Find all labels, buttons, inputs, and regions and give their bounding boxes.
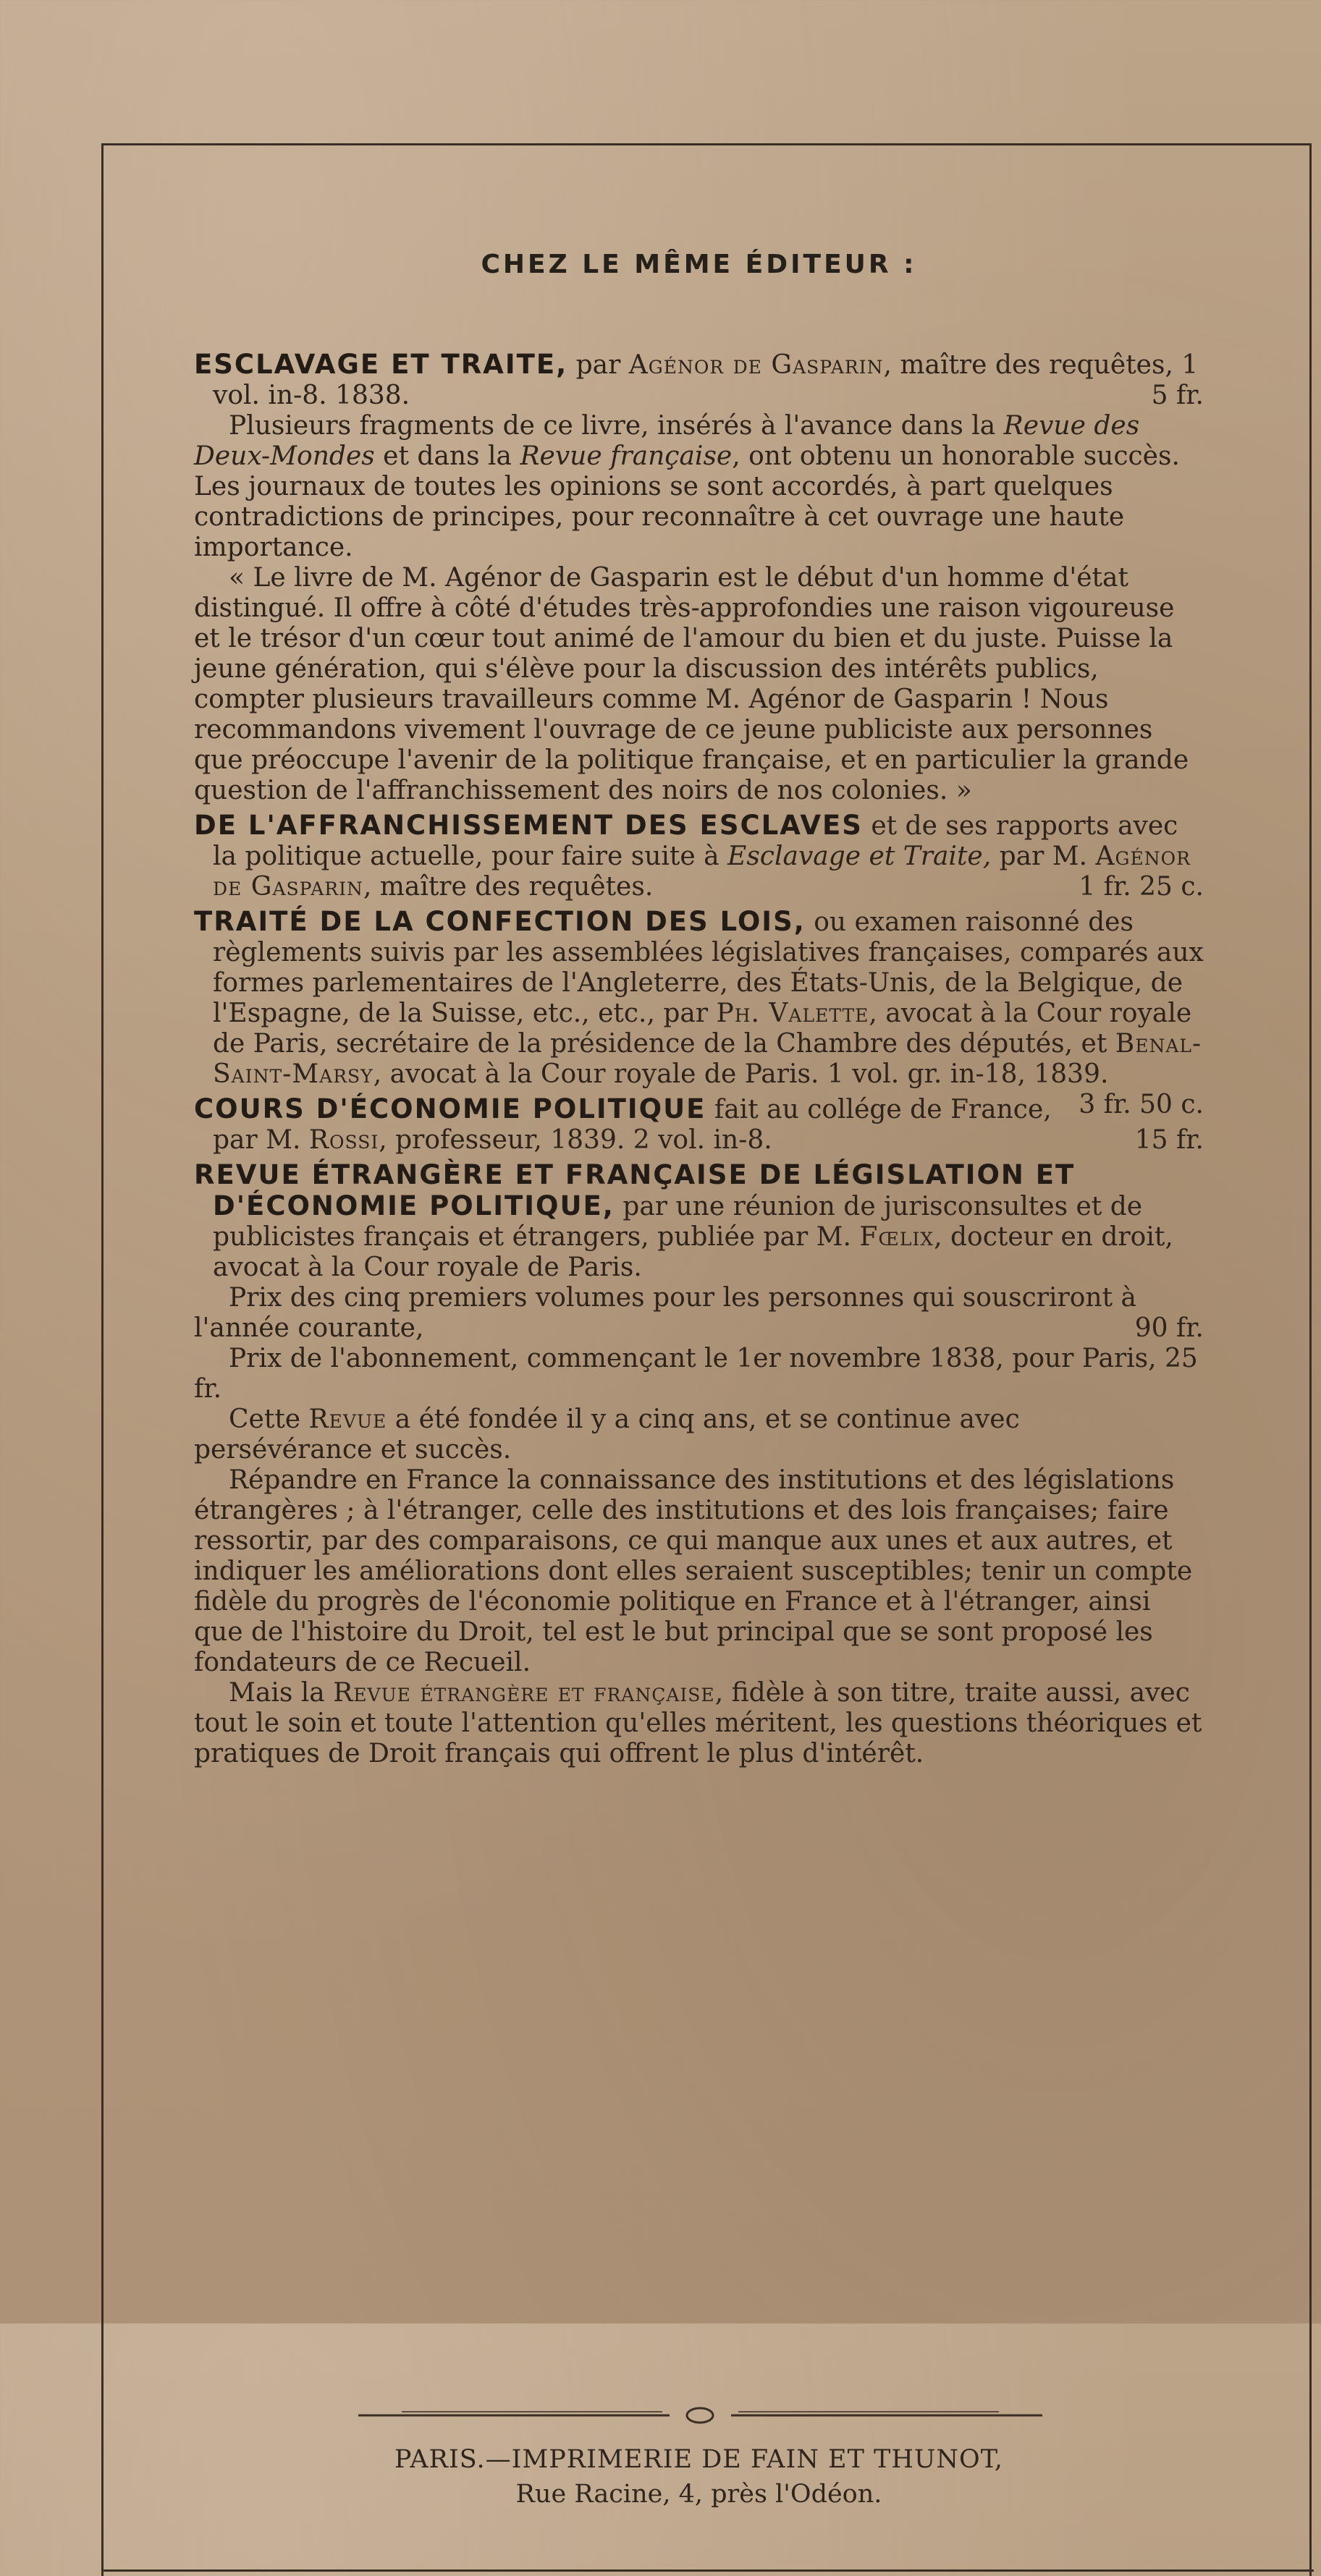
- ornamental-rule: [358, 2401, 1042, 2430]
- price: 90 fr.: [1134, 1313, 1204, 1343]
- imprint-line: PARIS.—IMPRIMERIE DE FAIN ET THUNOT,: [394, 2445, 1004, 2474]
- catalogue-entry: [194, 1160, 1204, 1769]
- journal-title: Revue: [308, 1404, 387, 1434]
- paragraph-text: Mais la: [229, 1678, 334, 1708]
- author-name: Agénor de Gasparin: [213, 842, 1191, 902]
- entry-byline: par M.: [991, 842, 1096, 871]
- entry-byline: , maître des requêtes, 1 vol. in-8. 1838.: [213, 350, 1199, 410]
- paragraph-text: a été fondée il y a cinq ans, et se continue avec persévérance et succès.: [194, 1404, 1020, 1465]
- entry-title: TRAITÉ DE LA CONFECTION DES LOIS,: [194, 906, 806, 937]
- entry-heading: [194, 349, 1204, 411]
- catalogue-entry: [194, 810, 1204, 902]
- entry-heading: [194, 1094, 1204, 1156]
- price: 15 fr.: [1134, 1125, 1204, 1155]
- subscription-price-paragraph: [194, 1283, 1204, 1344]
- price: 5 fr.: [1151, 381, 1204, 410]
- description-paragraph: [194, 1465, 1204, 1678]
- paragraph-text: Plusieurs fragments de ce livre, insérés à l'avance dans la: [229, 411, 1004, 441]
- entry-byline: , avocat à la Cour royale de Paris. 1 vol. gr. in-18, 1839.: [373, 1059, 1109, 1089]
- entry-byline: , maître des requêtes.: [363, 872, 654, 902]
- entry-title: ESCLAVAGE ET TRAITE,: [194, 349, 568, 380]
- catalogue-entry: [194, 349, 1204, 806]
- entry-byline: fait au collége de France, par M.: [213, 1095, 1052, 1155]
- entry-title: REVUE ÉTRANGÈRE ET FRANÇAISE DE LÉGISLATION ET D'ÉCONOMIE POLITIQUE,: [194, 1159, 1076, 1221]
- paragraph-text: Cette: [229, 1404, 309, 1434]
- cross-reference-title: Esclavage et Traite,: [727, 842, 992, 871]
- entry-byline: , docteur en droit, avocat à la Cour royale de Paris.: [213, 1222, 1173, 1282]
- quotation-paragraph: [194, 563, 1204, 806]
- author-name: Agénor de Gasparin: [628, 350, 884, 380]
- paragraph-text: , fidèle à son titre, traite aussi, avec tout le soin et toute l'attention qu'elles méritent, les questions théoriques et pratiques de Droit français qui offrent le plus d'intérêt.: [194, 1678, 1202, 1768]
- entry-title: COURS D'ÉCONOMIE POLITIQUE: [194, 1093, 706, 1124]
- entry-title: DE L'AFFRANCHISSEMENT DES ESCLAVES: [194, 810, 863, 841]
- paragraph-text: , ont obtenu un honorable succès. Les journaux de toutes les opinions se sont accordés, à part quelques contradictions de principes, pour reconnaître à cet ouvrage une haute importance.: [194, 441, 1180, 562]
- journal-title: Revue des Deux-Mondes: [194, 411, 1140, 471]
- entry-byline: par: [567, 350, 629, 380]
- description-paragraph: [194, 1678, 1204, 1769]
- paragraph-text: « Le livre de M. Agénor de Gasparin est le début d'un homme d'état distingué. Il offre à côté d'études très-approfondies une raison vigoureuse et le trésor d'un cœur tout animé de l'amour du bien et du juste. Puisse la jeune génération, qui s'élève pour la discussion des intérêts publics, compter plusieurs travailleurs comme M. Agénor de Gasparin ! Nous recommandons vivement l'ouvrage de ce jeune publiciste aux personnes que préoccupe l'avenir de la politique française, et en particulier la grande question de l'affranchissement des noirs de nos colonies. »: [194, 563, 1189, 805]
- price: 3 fr. 50 c.: [1079, 1090, 1204, 1119]
- author-name: Rossi: [308, 1125, 379, 1155]
- journal-title: Revue française: [520, 441, 733, 471]
- journal-title: Revue étrangère et française: [333, 1678, 715, 1708]
- catalogue-entry: [194, 1094, 1204, 1156]
- price: 1 fr. 25 c.: [1079, 872, 1204, 902]
- paragraph-text: Répandre en France la connaissance des institutions et des législations étrangères ; à l'étranger, celle des institutions et des lois françaises; faire ressortir, par des comparaisons, ce qui manque aux unes et aux autres, et indiquer les améliorations dont elles seraient susceptibles; tenir un compte fidèle du progrès de l'économie politique en France et à l'étranger, ainsi que de l'histoire du Droit, tel est le but principal que se sont proposé les fondateurs de ce Recueil.: [194, 1465, 1193, 1677]
- author-name: Benal-Saint-Marsy: [213, 1029, 1202, 1089]
- entry-heading: [194, 1160, 1204, 1283]
- paragraph-text: et dans la: [374, 441, 520, 471]
- entry-byline: et de ses rapports avec la politique actuelle, pour faire suite à: [213, 811, 1178, 871]
- description-paragraph: [194, 411, 1204, 563]
- paragraph-text: Prix des cinq premiers volumes pour les personnes qui souscriront à l'année courante,: [194, 1283, 1136, 1343]
- entry-byline: ou examen raisonné des règlements suivis par les assemblées législatives françaises, comparés aux formes parlementaires de l'Angleterre, des États-Unis, de la Belgique, de l'Espagne, de la Suisse, etc., etc., par: [213, 907, 1204, 1028]
- entry-heading: [194, 810, 1204, 902]
- imprint-address: Rue Racine, 4, près l'Odéon.: [515, 2480, 882, 2509]
- author-name: Ph. Valette: [716, 999, 869, 1028]
- entry-byline: par une réunion de jurisconsultes et de publicistes français et étrangers, publiée par M.: [213, 1192, 1143, 1252]
- page-frame-bottom: [101, 2569, 1314, 2572]
- printer-imprint: [194, 2442, 1204, 2512]
- subscription-price-paragraph: [194, 1344, 1204, 1404]
- description-paragraph: [194, 1404, 1204, 1465]
- catalogue-body: [194, 250, 1204, 1774]
- ornament-center-glyph: [687, 2408, 713, 2423]
- entry-byline: , avocat à la Cour royale de Paris, secrétaire de la présidence de la Chambre des députés, et: [213, 999, 1192, 1059]
- author-name: Fœlix: [859, 1222, 934, 1252]
- page-heading: CHEZ LE MÊME ÉDITEUR :: [481, 250, 917, 279]
- entry-byline: , professeur, 1839. 2 vol. in-8.: [379, 1125, 772, 1155]
- paragraph-text: Prix de l'abonnement, commençant le 1er novembre 1838, pour Paris, 25 fr.: [194, 1344, 1198, 1404]
